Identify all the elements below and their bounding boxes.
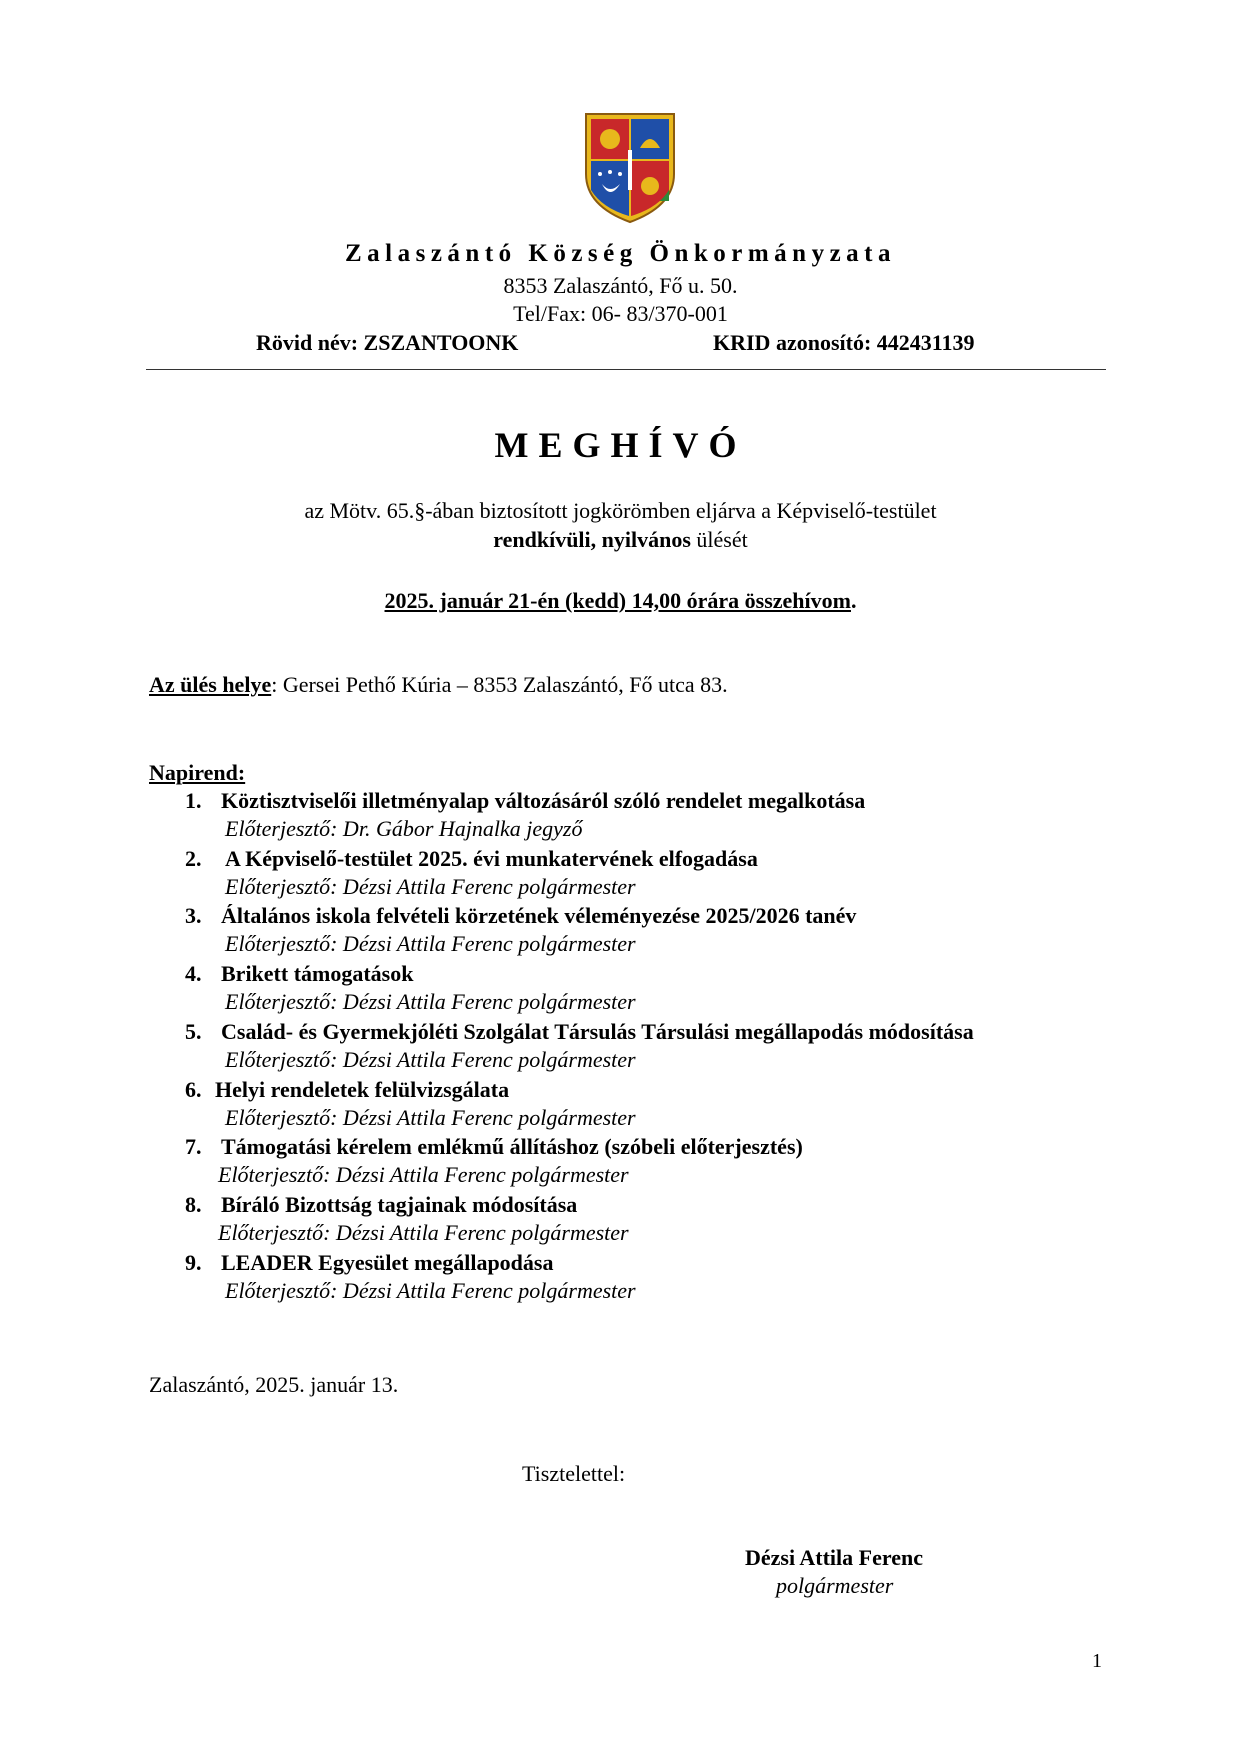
agenda-item-number: 4. bbox=[185, 961, 202, 986]
page-number: 1 bbox=[1092, 1650, 1102, 1672]
agenda-item-presenter: Előterjesztő: Dézsi Attila Ferenc polgármester bbox=[225, 1278, 636, 1303]
convene-statement bbox=[0, 588, 1241, 614]
intro-line-1: az Mötv. 65.§-ában biztosított jogkörömben eljárva a Képviselő-testület bbox=[304, 498, 937, 523]
krid-id: KRID azonosító: 442431139 bbox=[713, 330, 975, 355]
agenda-item-title: Általános iskola felvételi körzetének véleményezése 2025/2026 tanév bbox=[221, 903, 857, 928]
agenda-item-title: LEADER Egyesület megállapodása bbox=[221, 1250, 554, 1275]
agenda-item-title: Köztisztviselői illetményalap változásáról szóló rendelet megalkotása bbox=[221, 788, 866, 813]
agenda-item-number: 7. bbox=[185, 1134, 202, 1159]
agenda-item-title: Támogatási kérelem emlékmű állításhoz (szóbeli előterjesztés) bbox=[221, 1134, 803, 1159]
agenda-item-number: 2. bbox=[185, 846, 202, 871]
coat-of-arms-icon bbox=[580, 110, 680, 224]
agenda-item-presenter: Előterjesztő: Dézsi Attila Ferenc polgármester bbox=[225, 1047, 636, 1072]
meeting-place bbox=[149, 672, 728, 698]
meeting-place-label: Az ülés helye bbox=[149, 672, 272, 697]
agenda-item-presenter: Előterjesztő: Dézsi Attila Ferenc polgármester bbox=[225, 931, 636, 956]
header-divider bbox=[146, 369, 1106, 370]
agenda-item-presenter: Előterjesztő: Dézsi Attila Ferenc polgármester bbox=[225, 989, 636, 1014]
agenda-item-presenter: Előterjesztő: Dézsi Attila Ferenc polgármester bbox=[218, 1220, 629, 1245]
agenda-item-title: Helyi rendeletek felülvizsgálata bbox=[215, 1077, 510, 1102]
agenda-item-title: A Képviselő-testület 2025. évi munkatervének elfogadása bbox=[225, 846, 758, 871]
organization-telfax: Tel/Fax: 06- 83/370-001 bbox=[513, 301, 728, 326]
agenda-item-number: 6. bbox=[185, 1077, 202, 1102]
meeting-place-value: : Gersei Pethő Kúria – 8353 Zalaszántó, Fő utca 83. bbox=[271, 672, 728, 697]
convene-punct: . bbox=[850, 588, 857, 613]
agenda-item-presenter: Előterjesztő: Dézsi Attila Ferenc polgármester bbox=[218, 1162, 629, 1187]
intro-bold-text: rendkívüli, nyilvános bbox=[493, 527, 691, 552]
intro-line-2 bbox=[0, 527, 1241, 553]
agenda-item-title: Bíráló Bizottság tagjainak módosítása bbox=[221, 1192, 578, 1217]
short-name: Rövid név: ZSZANTOONK bbox=[256, 330, 519, 355]
convene-date-time: 2025. január 21-én (kedd) 14,00 órára összehívom bbox=[384, 588, 851, 613]
document-title: MEGHÍVÓ bbox=[494, 425, 747, 465]
agenda-item-presenter: Előterjesztő: Dézsi Attila Ferenc polgármester bbox=[225, 1105, 636, 1130]
agenda-item-number: 3. bbox=[185, 903, 202, 928]
agenda-item-presenter: Előterjesztő: Dézsi Attila Ferenc polgármester bbox=[225, 874, 636, 899]
date-line: Zalaszántó, 2025. január 13. bbox=[149, 1372, 399, 1397]
agenda-item-title: Család- és Gyermekjóléti Szolgálat Társulás Társulási megállapodás módosítása bbox=[221, 1019, 974, 1044]
agenda-item-number: 5. bbox=[185, 1019, 202, 1044]
signatory-title: polgármester bbox=[776, 1573, 894, 1598]
organization-name: Zalaszántó Község Önkormányzata bbox=[344, 240, 897, 267]
regards: Tisztelettel: bbox=[522, 1461, 626, 1486]
agenda-heading: Napirend: bbox=[149, 760, 246, 785]
organization-address: 8353 Zalaszántó, Fő u. 50. bbox=[503, 273, 738, 298]
agenda-item-presenter: Előterjesztő: Dr. Gábor Hajnalka jegyző bbox=[225, 816, 583, 841]
agenda-item-number: 9. bbox=[185, 1250, 202, 1275]
agenda-item-number: 8. bbox=[185, 1192, 202, 1217]
intro-rest-text: ülését bbox=[690, 527, 748, 552]
agenda-item-title: Brikett támogatások bbox=[221, 961, 414, 986]
signatory-name: Dézsi Attila Ferenc bbox=[745, 1545, 923, 1570]
agenda-item-number: 1. bbox=[185, 788, 202, 813]
